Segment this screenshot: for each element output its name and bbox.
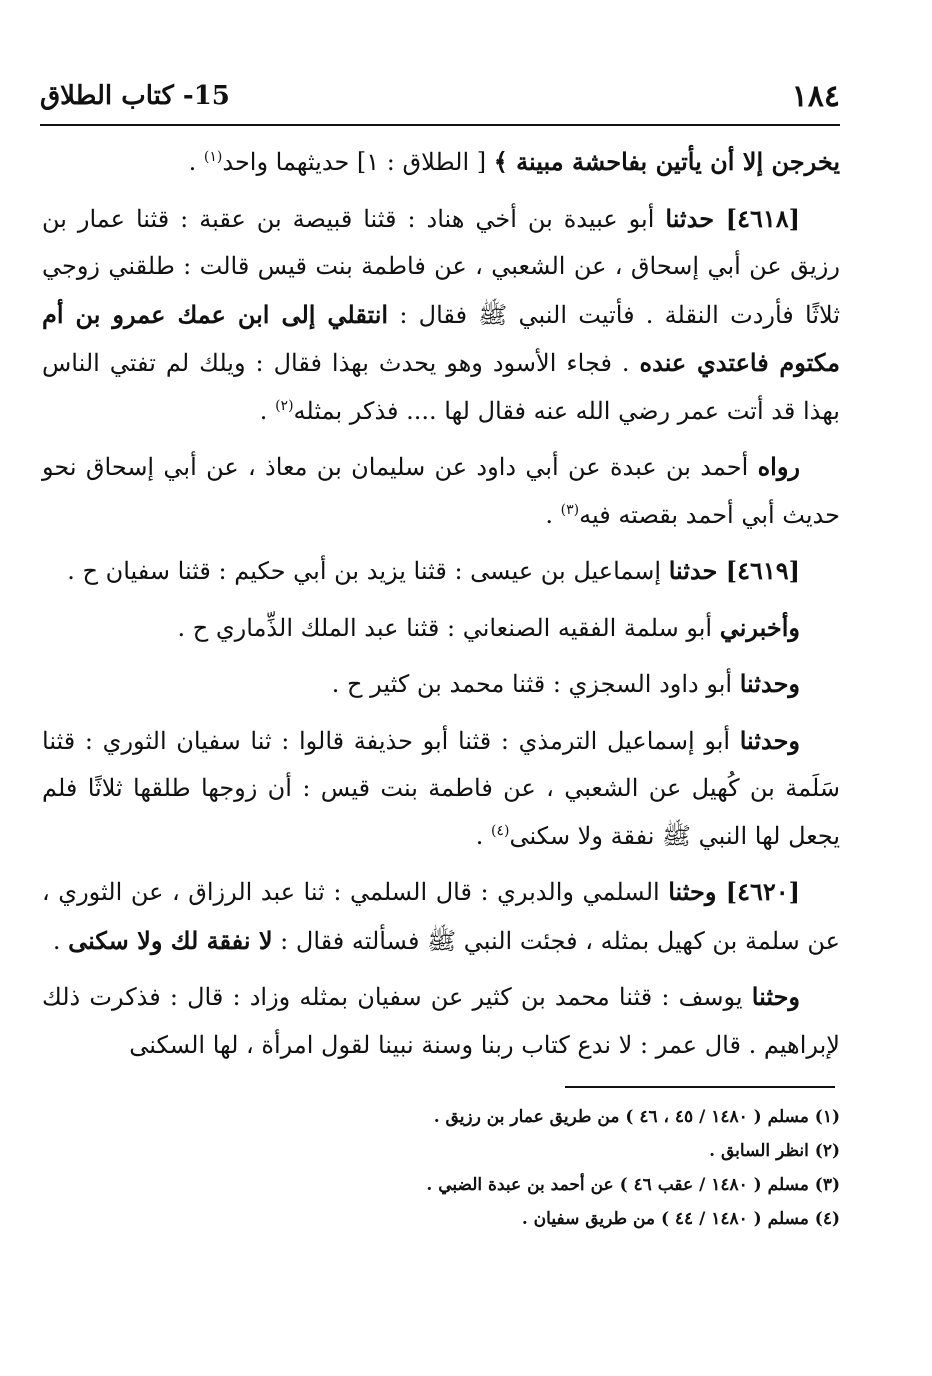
page-header <box>40 74 840 118</box>
hadith-number: [٤٦٢٠] <box>725 877 800 906</box>
paragraph-yusuf: وحثنا يوسف : قثنا محمد بن كثير عن سفيان بمثله وزاد : قال : فذكرت ذلك لإبراهيم . قال عمر : لا ندع كتاب ربنا وسنة نبينا لقول امرأة ، لها السكنى <box>42 982 840 1059</box>
paragraph-haddathana-1: وحدثنا أبو داود السجزي : قثنا محمد بن كثير ح . <box>331 669 800 698</box>
footnote-ref: (١) <box>203 149 223 165</box>
footnote-2: (٢) انظر السابق . <box>709 1141 840 1161</box>
footnotes <box>42 1100 840 1236</box>
narration-word: وحدثنا <box>739 669 800 698</box>
narration-word: حدثنا <box>665 203 726 233</box>
footnote-ref: (٣) <box>560 501 580 518</box>
narration-word: حدثنا <box>668 556 726 585</box>
chapter-title: 15- كتاب الطلاق <box>40 81 230 111</box>
hadith-4620: [٤٦٢٠] وحثنا السلمي والدبري : قال السلمي : ثنا عبد الرزاق ، عن الثوري ، عن سلمة بن كهيل بمثله ، فجئت النبي ﷺ فسألته فقال : لا نفقة لك ولا سكنى . <box>42 877 840 955</box>
narration-word: وأخبرني <box>719 612 800 642</box>
narration-word: وحثنا <box>668 877 726 906</box>
hadith-4619: [٤٦١٩] حدثنا إسماعيل بن عيسى : قثنا يزيد بن أبي حكيم : قثنا سفيان ح . <box>67 556 800 585</box>
paragraph-riwayah: رواه أحمد بن عبدة عن أبي داود عن سليمان بن معاذ ، عن أبي إسحاق نحو حديث أبي أحمد بقصته فيه$^{(٣)}$ . <box>42 452 840 529</box>
paragraph-akhbarani: وأخبرني أبو سلمة الفقيه الصنعاني : قثنا عبد الملك الذِّماري ح . <box>177 612 800 642</box>
header-rule <box>40 124 840 126</box>
paragraph-1: يخرجن إلا أن يأتين بفاحشة مبينة ﴾ [ الطلاق : ١] حديثهما واحد$^{(١)}$ . <box>188 147 840 176</box>
footnote-ref: (٢) <box>275 397 294 414</box>
prophet-quote: لا نفقة لك ولا سكنى <box>68 925 273 955</box>
narration-word: وحدثنا <box>739 725 800 755</box>
footnote-3: (٣) مسلم ( ١٤٨٠ / عقب ٤٦ ) عن أحمد بن عبدة الضبي . <box>426 1175 840 1195</box>
footnote-rule <box>565 1086 835 1088</box>
footnote-ref: (٤) <box>490 822 510 839</box>
hadith-4618: [٤٦١٨] حدثنا أبو عبيدة بن أخي هناد : قثنا قبيصة بن عقبة : قثنا عمار بن رزيق عن أبي إسحاق ، عن الشعبي ، عن فاطمة بنت قيس قالت : طلقني زوجي ثلاثًا فأردت النقلة . فأتيت النبي ﷺ فقال : انتقلي إلى ابن عمك عمرو بن أم مكتوم فاعتدي عنده . فجاء الأسود وهو يحدث بهذا فقال : ويلك لم تفتي الناس بهذا قد أتت عمر رضي الله عنه فقال لها .... فذكر بمثله$^{(٢)}$ . <box>42 203 841 425</box>
hadith-number: [٤٦١٨] <box>725 203 801 233</box>
page-number: ١٨٤ <box>791 78 840 114</box>
narration-word: رواه <box>757 452 800 481</box>
footnote-4: (٤) مسلم ( ١٤٨٠ / ٤٤ ) من طريق سفيان . <box>521 1209 840 1229</box>
paragraph-haddathana-2: وحدثنا أبو إسماعيل الترمذي : قثنا أبو حذيفة قالوا : ثنا سفيان الثوري : قثنا سَلَمة بن كُهيل عن الشعبي ، عن فاطمة بنت قيس : أن زوجها طلقها ثلاثًا فلم يجعل لها النبي ﷺ نفقة ولا سكنى$^{(٤)}$ . <box>42 725 840 850</box>
verse-text: يخرجن إلا أن يأتين بفاحشة مبينة ﴾ <box>493 147 840 176</box>
hadith-number: [٤٦١٩] <box>725 556 800 585</box>
narration-word: وحثنا <box>751 982 800 1011</box>
prophet-quote: انتقلي إلى ابن عمك عمرو بن أم مكتوم فاعتدي عنده <box>42 299 840 377</box>
main-text <box>42 138 840 1077</box>
footnote-1: (١) مسلم ( ١٤٨٠ / ٤٥ ، ٤٦ ) من طريق عمار بن رزيق . <box>433 1107 840 1127</box>
